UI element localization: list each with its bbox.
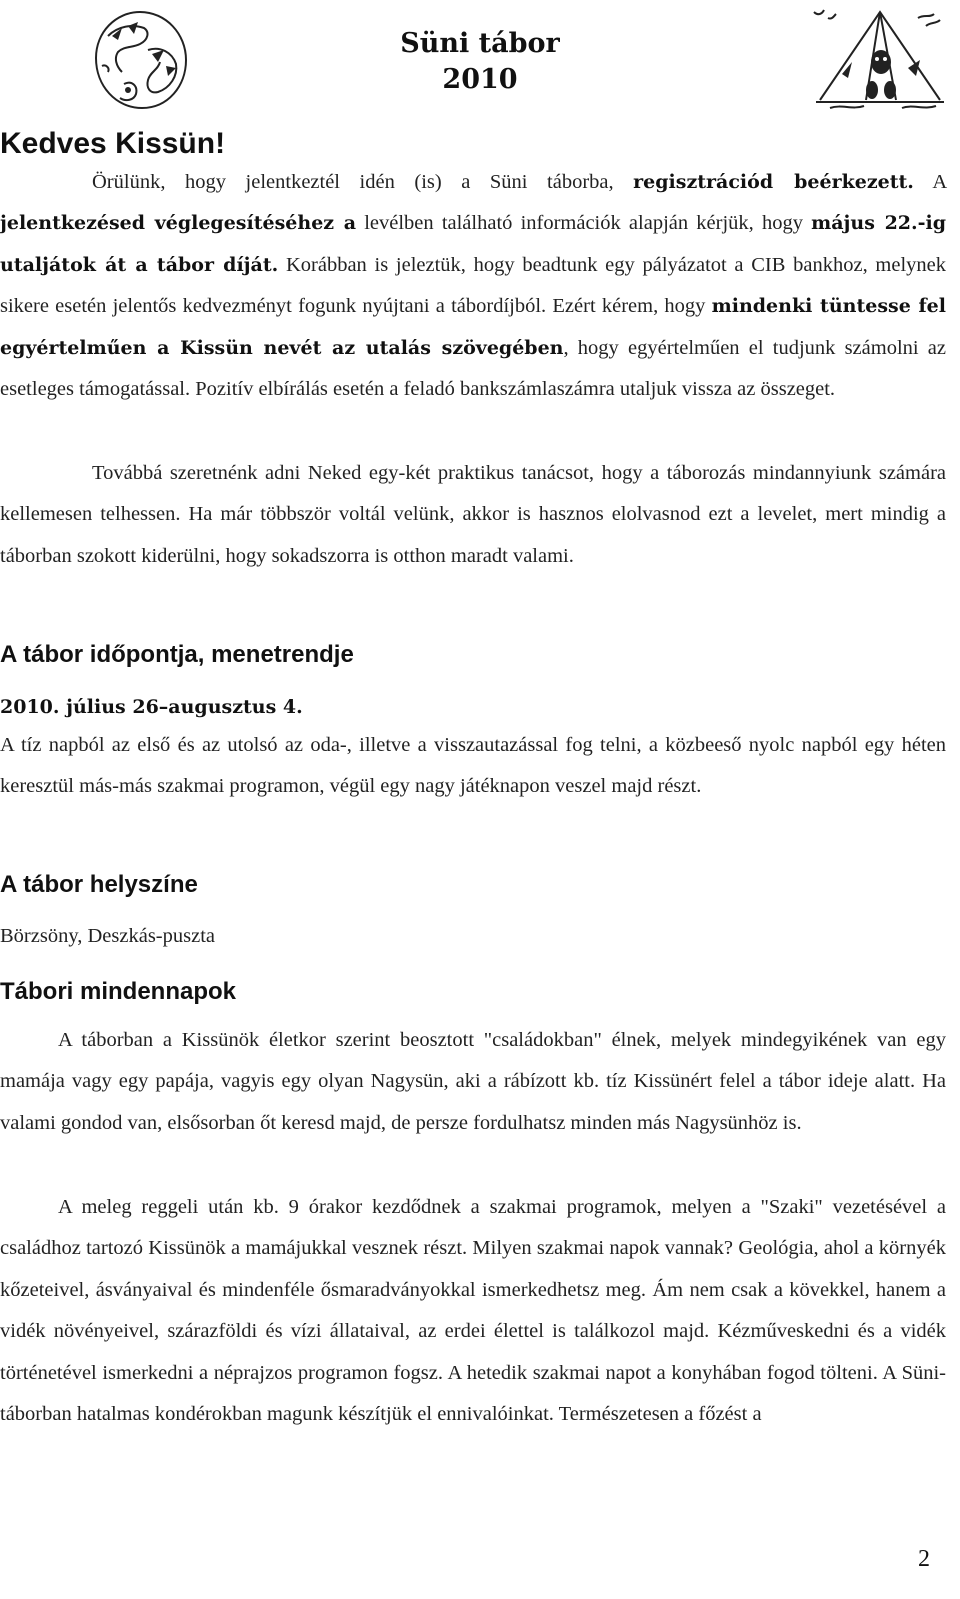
schedule-text: A tíz napból az első és az utolsó az oda-, illetve a visszautazással fog telni, a közbeeső nyolc napból egy héten keresztül más-más szakmai programon, végül egy nagy játéknapon veszel majd részt.	[0, 734, 946, 798]
daily-paragraph-1: A táborban a Kissünök életkor szerint beosztott "családokban" élnek, melyek mindegyikének van egy mamája vagy egy papája, vagyis egy olyan Nagysün, aki a rábízott kb. tíz Kissünért felel a tábor ideje alatt. Ha valami gondod van, elsősorban őt keresd majd, de persze fordulhatsz minden más Nagysünhöz is.	[0, 1029, 946, 1134]
daily-paragraph-2: A meleg reggeli után kb. 9 órakor kezdődnek a szakmai programok, melyen a "Szaki" vezetésével a családhoz tartozó Kissünök a mamájukkal vesznek részt. Milyen szakmai napok vannak? Geológia, ahol a környék kőzeteivel, ásványaival és mindenféle ősmaradványokkal ismerkedhetsz meg. Ám nem csak a kövekkel, hanem a vidék növényeivel, szárazföldi és vízi állataival, az erdei élettel is találkozol majd. Kézműveskedni és a vidék történetével ismerkedni a néprajzos programon fogsz. A hetedik szakmai napot a konyhában fogod tölteni. A Süni-táborban hatalmas kondérokban magunk készítjük el ennivalóinkat. Természetesen a főzést a	[0, 1196, 946, 1426]
schedule-heading: A tábor időpontja, menetrendje	[0, 641, 354, 668]
page-number: 2	[918, 1546, 930, 1572]
intro-paragraph-1: Örülünk, hogy jelentkeztél idén (is) a Süni táborba, regisztrációd beérkezett. A jelentkezésed véglegesítéséhez a levélben található információk alapján kérjük, hogy május 22.-ig utaljátok át a tábor díját. Korábban is jeleztük, hogy beadtunk egy pályázatot a CIB bankhoz, melynek sikere esetén jelentős kedvezményt fogunk nyújtani a tábordíjból. Ezért kérem, hogy mindenki tüntesse fel egyértelműen a Kissün nevét az utalás szövegében, hogy egyértelműen el tudjunk számolni az esetleges támogatással. Pozitív elbírálás esetén a feladó bankszámlaszámra utaljuk vissza az összeget.	[0, 171, 947, 401]
header-title: Süni tábor	[400, 28, 560, 59]
camp-dates: 2010. július 26–augusztus 4.	[0, 696, 303, 718]
tent-hedgehog-icon	[812, 4, 948, 114]
greeting: Kedves Kissün!	[0, 127, 226, 160]
location-text: Börzsöny, Deszkás-puszta	[0, 925, 215, 947]
daily-heading: Tábori mindennapok	[0, 978, 237, 1005]
header-year: 2010	[442, 64, 518, 95]
location-heading: A tábor helyszíne	[0, 871, 198, 898]
intro-paragraph-2: Továbbá szeretnénk adni Neked egy-két praktikus tanácsot, hogy a táborozás mindannyiunk számára kellemesen telhessen. Ha már többször voltál velünk, akkor is hasznos elolvasnod ezt a levelet, mert mindig a táborban szokott kiderülni, hogy sokadszorra is otthon maradt valami.	[0, 462, 946, 567]
